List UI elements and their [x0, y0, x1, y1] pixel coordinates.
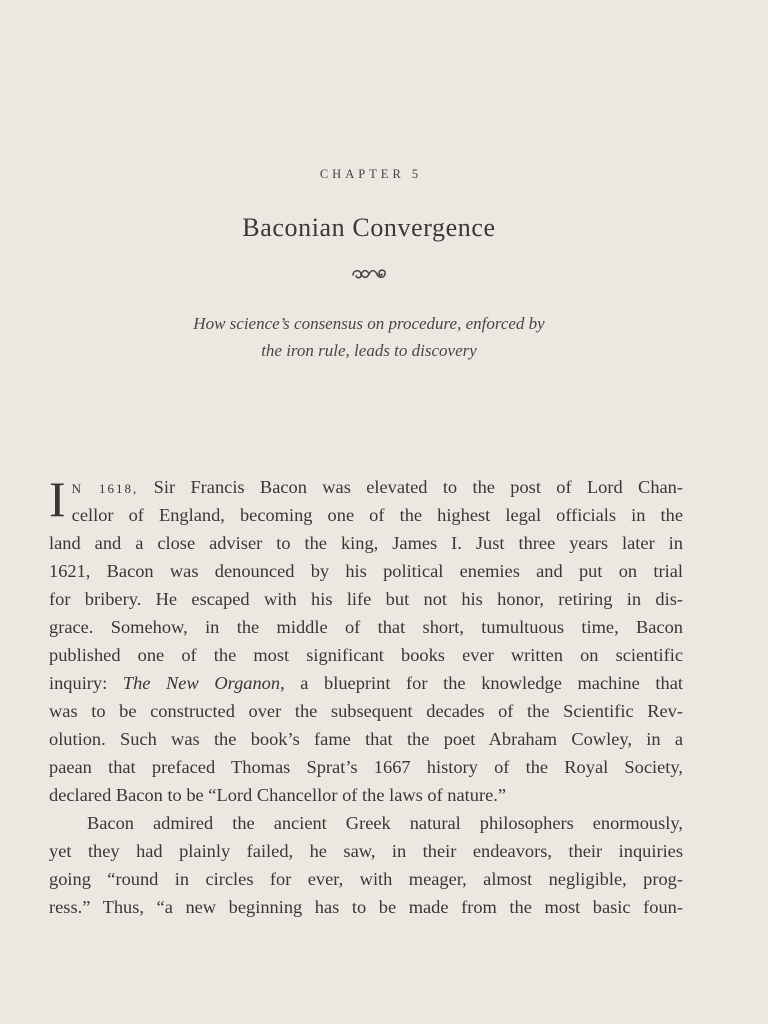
text-line: land and a close adviser to the king, James I. Just three years later in: [49, 533, 683, 553]
text-line: ress.” Thus, “a new beginning has to be made from the most basic foun-: [49, 897, 683, 917]
text-line: paean that prefaced Thomas Sprat’s 1667 history of the Royal Society,: [49, 757, 683, 777]
subtitle-line: How science’s consensus on procedure, enforced by: [193, 314, 545, 333]
text-line: olution. Such was the book’s fame that the poet Abraham Cowley, in a: [49, 729, 683, 749]
ornament-flourish-icon: [349, 266, 389, 282]
text-line: going “round in circles for ever, with meager, almost negligible, prog-: [49, 869, 683, 889]
text-line: grace. Somehow, in the middle of that short, tumultuous time, Bacon: [49, 617, 683, 637]
text-run: inquiry:: [49, 673, 123, 693]
text-line: published one of the most significant books ever written on scientific: [49, 645, 683, 665]
book-title-italic: The New Organon: [122, 673, 281, 693]
text-line: Bacon admired the ancient Greek natural philosophers enormously,: [87, 813, 683, 833]
opening-smallcaps: N 1618,: [71, 481, 139, 496]
text-line: cellor of England, becoming one of the highest legal officials in the: [71, 505, 683, 525]
subtitle-line: the iron rule, leads to discovery: [261, 341, 477, 360]
chapter-title: Baconian Convergence: [242, 213, 496, 242]
text-line: declared Bacon to be “Lord Chancellor of the laws of nature.”: [49, 785, 507, 805]
text-line: for bribery. He escaped with his life but not his honor, retiring in dis-: [49, 589, 683, 609]
chapter-subtitle: [0, 310, 738, 364]
text-line: [49, 473, 683, 501]
text-line: was to be constructed over the subsequent decades of the Scientific Rev-: [49, 701, 683, 721]
text-line: yet they had plainly failed, he saw, in their endeavors, their inquiries: [49, 841, 683, 861]
text-run: Sir Francis Bacon was elevated to the post of Lord Chan-: [138, 477, 683, 497]
text-run: , a blueprint for the knowledge machine that: [280, 673, 683, 693]
chapter-label: CHAPTER 5: [319, 167, 423, 181]
text-line: [49, 669, 683, 697]
drop-cap: I: [49, 471, 66, 527]
text-line: 1621, Bacon was denounced by his political enemies and put on trial: [49, 561, 683, 581]
body-text: [49, 473, 683, 921]
